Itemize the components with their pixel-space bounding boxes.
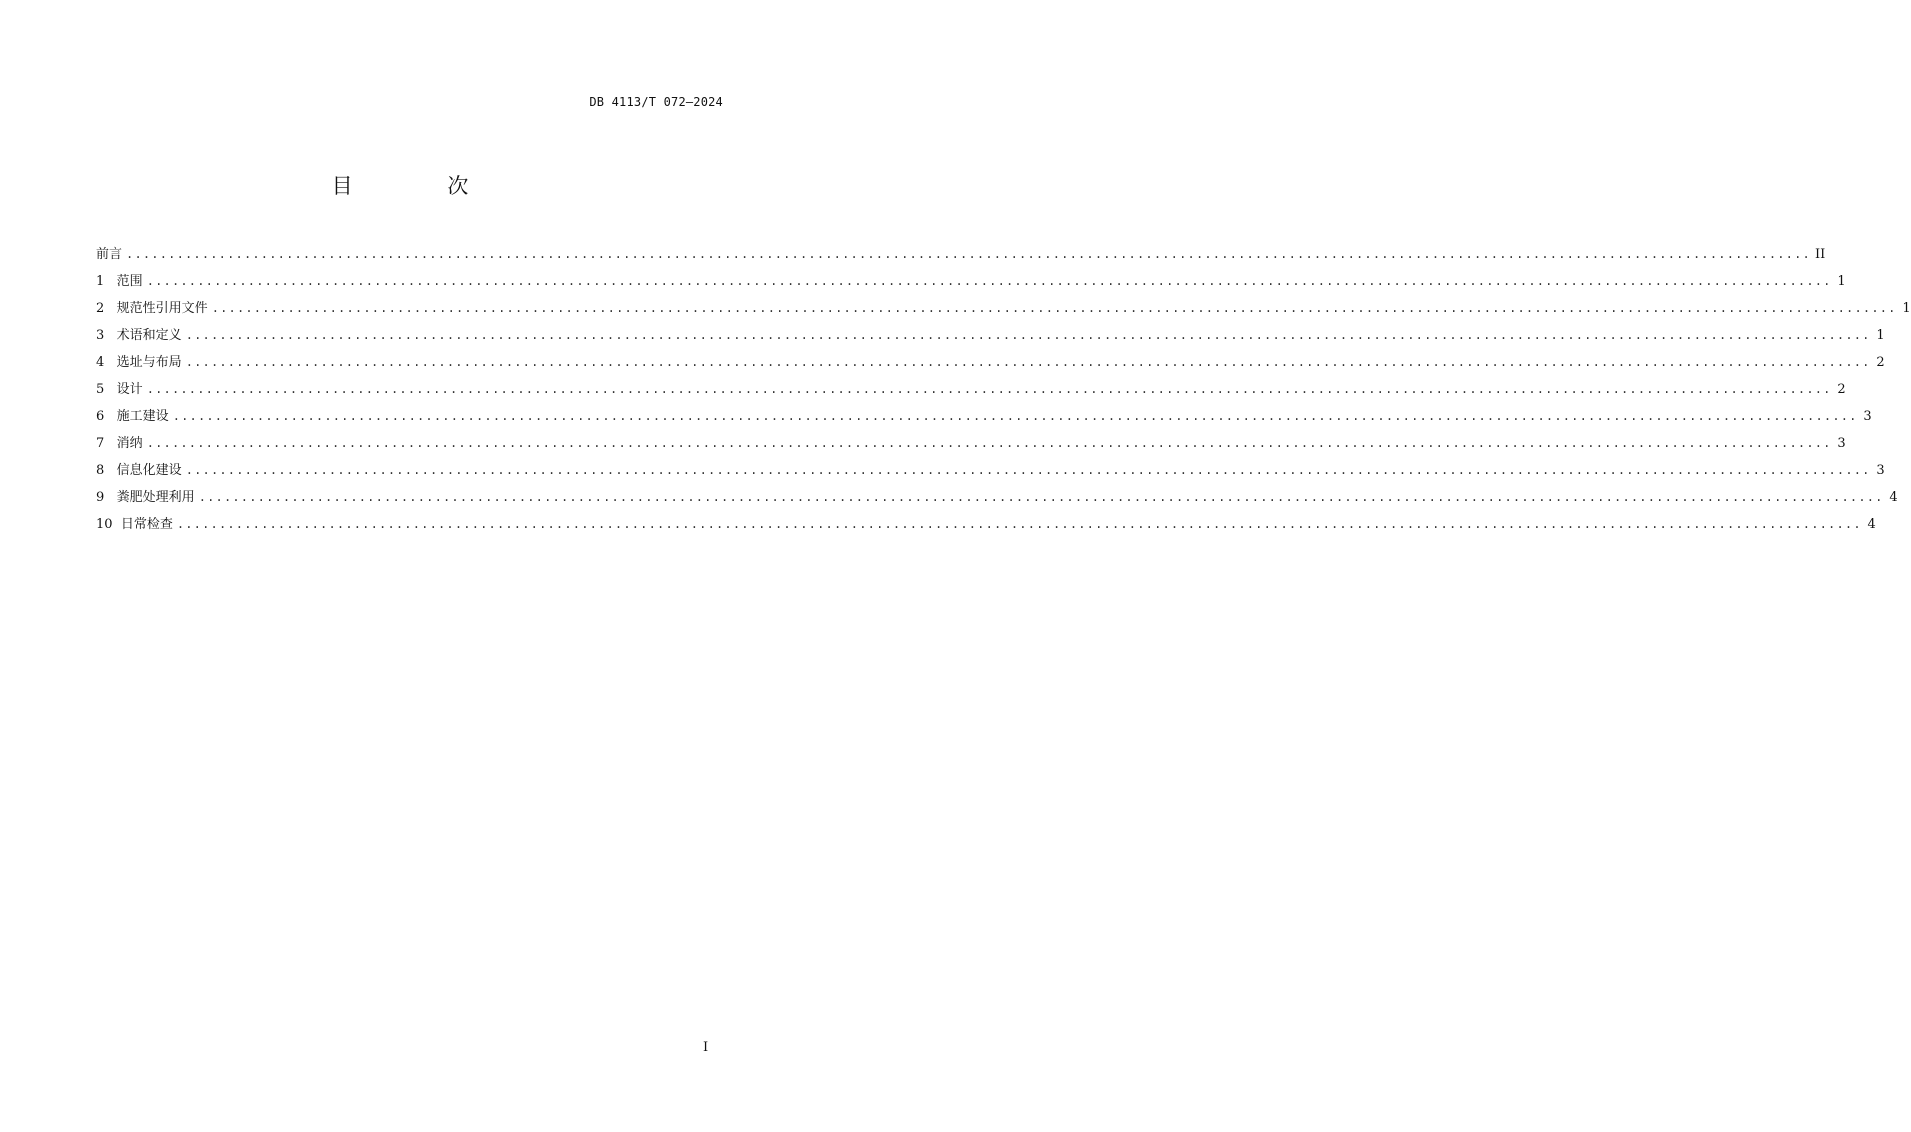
toc-leader-dots: ........................................................................................................................................................................................................	[211, 301, 1897, 315]
toc-leader-dots: ........................................................................................................................................................................................................	[198, 490, 1884, 504]
toc-entry-label: 前言	[96, 247, 123, 262]
toc-entry[interactable]	[96, 243, 1826, 270]
toc-leader-dots: ........................................................................................................................................................................................................	[172, 409, 1858, 423]
toc-entry-page: 4	[1889, 490, 1898, 505]
toc-entry-number: 10	[96, 517, 121, 532]
toc-entry-number: 9	[96, 490, 117, 505]
toc-entry-label: 日常检查	[120, 517, 173, 532]
toc-leader-dots: ........................................................................................................................................................................................................	[126, 247, 1811, 261]
toc-entry[interactable]	[96, 351, 1885, 378]
toc-entry-label: 施工建设	[116, 409, 169, 424]
toc-entry-number: 4	[96, 355, 117, 370]
toc-entry[interactable]	[96, 270, 1846, 297]
toc-entry-page: 4	[1867, 517, 1876, 532]
toc-entry[interactable]	[96, 405, 1872, 432]
toc-entry-number: 2	[96, 301, 117, 316]
toc-entry-page: 3	[1863, 409, 1872, 424]
toc-entry-label: 范围	[116, 274, 143, 289]
toc-entry-label: 选址与布局	[116, 355, 182, 370]
toc-entry-number: 1	[96, 274, 117, 289]
toc-entry[interactable]	[96, 432, 1846, 459]
toc-entry[interactable]	[96, 513, 1876, 540]
toc-entry-page: II	[1814, 247, 1826, 262]
toc-entry-number: 6	[96, 409, 117, 424]
table-of-contents	[96, 243, 1911, 540]
toc-entry[interactable]	[96, 378, 1846, 405]
toc-entry-number: 8	[96, 463, 117, 478]
toc-leader-dots: ........................................................................................................................................................................................................	[185, 463, 1871, 477]
toc-title: 目 次	[331, 174, 513, 198]
document-code: DB 4113/T 072—2024	[589, 95, 723, 109]
toc-entry-number: 3	[96, 328, 117, 343]
toc-entry[interactable]	[96, 486, 1898, 513]
toc-entry-page: 1	[1902, 301, 1911, 316]
toc-entry-page: 2	[1876, 355, 1885, 370]
toc-entry-label: 设计	[116, 382, 143, 397]
toc-leader-dots: ........................................................................................................................................................................................................	[176, 517, 1862, 531]
toc-leader-dots: ........................................................................................................................................................................................................	[185, 355, 1871, 369]
toc-entry-number: 7	[96, 436, 117, 451]
toc-entry-page: 2	[1837, 382, 1846, 397]
toc-entry-page: 1	[1837, 274, 1846, 289]
toc-entry-page: 3	[1837, 436, 1846, 451]
toc-leader-dots: ........................................................................................................................................................................................................	[146, 382, 1832, 396]
toc-leader-dots: ........................................................................................................................................................................................................	[185, 328, 1871, 342]
toc-entry-label: 粪肥处理利用	[116, 490, 195, 505]
toc-entry-page: 1	[1876, 328, 1885, 343]
toc-leader-dots: ........................................................................................................................................................................................................	[146, 274, 1832, 288]
toc-entry[interactable]	[96, 459, 1885, 486]
toc-entry[interactable]	[96, 324, 1885, 351]
page-number: I	[703, 1040, 709, 1055]
toc-entry-page: 3	[1876, 463, 1885, 478]
toc-entry-label: 信息化建设	[116, 463, 182, 478]
toc-entry-label: 消纳	[116, 436, 143, 451]
toc-entry-label: 规范性引用文件	[116, 301, 208, 316]
toc-entry-label: 术语和定义	[116, 328, 182, 343]
toc-entry[interactable]	[96, 297, 1911, 324]
toc-leader-dots: ........................................................................................................................................................................................................	[146, 436, 1832, 450]
toc-entry-number: 5	[96, 382, 117, 397]
